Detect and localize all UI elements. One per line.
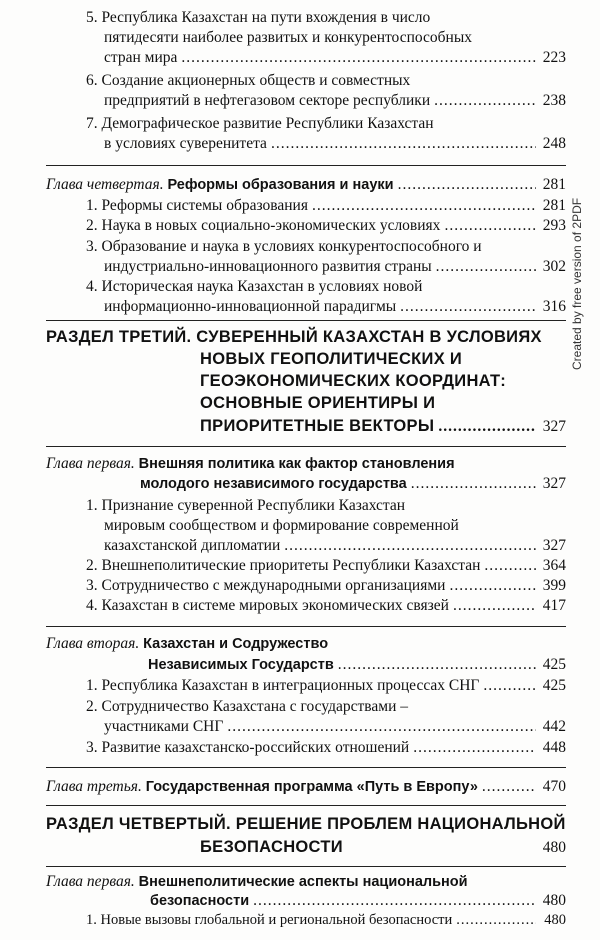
- divider: [46, 805, 566, 806]
- toc-item-5-line3: стран мира: [104, 49, 178, 66]
- chapter-title: Реформы образования и науки: [167, 177, 394, 193]
- chapter-title-line2: молодого независимого государства: [140, 476, 407, 492]
- s3-chapter-1-heading-line1[interactable]: [46, 454, 455, 474]
- item-text: 2. Внешнеполитические приоритеты Республики Казахстан: [86, 557, 481, 574]
- toc-item-6-line1: 6. Создание акционерных обществ и совместных: [86, 72, 411, 89]
- toc-item-6-line2: предприятий в нефтегазовом секторе республики: [104, 92, 431, 109]
- leader-dots: [400, 297, 536, 317]
- s4ch1-item-1[interactable]: [86, 910, 566, 930]
- page-ref: 425: [542, 677, 566, 694]
- leader-dots: [181, 48, 536, 68]
- page-ref: 327: [542, 475, 566, 492]
- s3ch2-item-3[interactable]: [86, 738, 566, 758]
- item-text: участниками СНГ: [104, 718, 224, 735]
- section-4-entry[interactable]: [200, 836, 566, 858]
- section-3-entry[interactable]: [200, 415, 566, 437]
- ch4-item-3[interactable]: [104, 257, 566, 277]
- leader-dots: [449, 576, 536, 596]
- section-3-title-line5: ПРИОРИТЕТНЫЕ ВЕКТОРЫ: [200, 417, 435, 435]
- divider: [46, 626, 566, 627]
- divider: [46, 320, 566, 321]
- s3ch2-item-2[interactable]: [104, 717, 566, 737]
- divider: [46, 165, 566, 166]
- toc-item-7-line2: в условиях суверенитета: [104, 135, 267, 152]
- s3ch1-item-2[interactable]: [86, 556, 566, 576]
- watermark-text: Created by free version of 2PDF: [570, 197, 584, 370]
- s4-chapter-1-heading[interactable]: [150, 891, 566, 911]
- page-ref: 281: [542, 197, 566, 214]
- ch4-item-4-line1: 4. Историческая наука Казахстан в условиях новой: [86, 278, 423, 295]
- leader-dots: [482, 777, 536, 797]
- s3-chapter-1-heading[interactable]: [140, 474, 566, 494]
- section-4-title-line1[interactable]: РАЗДЕЛ ЧЕТВЕРТЫЙ. РЕШЕНИЕ ПРОБЛЕМ НАЦИОНАЛЬНОЙ: [46, 815, 566, 833]
- page-ref: 417: [542, 597, 566, 614]
- leader-dots: [434, 91, 536, 111]
- s3ch1-item-4[interactable]: [86, 596, 566, 616]
- item-text: 2. Наука в новых социально-экономических условиях: [86, 217, 441, 234]
- s3ch1-item-3[interactable]: [86, 576, 566, 596]
- s3-chapter-3-heading[interactable]: [46, 777, 566, 797]
- page-ref: 238: [542, 92, 566, 109]
- leader-dots: [453, 596, 536, 616]
- page-ref: 316: [542, 298, 566, 315]
- chapter-label: Глава вторая.: [46, 635, 140, 652]
- ch4-item-1[interactable]: [86, 196, 566, 216]
- toc-item-5-line2: пятидесяти наиболее развитых и конкурентоспособных: [104, 29, 472, 46]
- ch4-item-3-line1: 3. Образование и наука в условиях конкурентоспособного и: [86, 238, 482, 255]
- leader-dots: [483, 676, 536, 696]
- item-text: 1. Республика Казахстан в интеграционных процессах СНГ: [86, 677, 480, 694]
- page-ref: 480: [544, 912, 566, 928]
- section-4-title-line2: БЕЗОПАСНОСТИ: [200, 838, 343, 856]
- item-text: 3. Сотрудничество с международными организациями: [86, 577, 446, 594]
- leader-dots: [484, 556, 536, 576]
- page-ref: 480: [542, 892, 566, 909]
- page-ref: 293: [542, 217, 566, 234]
- page-ref: 470: [542, 778, 566, 795]
- item-text: 4. Казахстан в системе мировых экономических связей: [86, 597, 449, 614]
- s4-chapter-1-heading-line1[interactable]: [46, 872, 468, 892]
- s3ch2-item-1[interactable]: [86, 676, 566, 696]
- leader-dots: [398, 175, 536, 195]
- toc-item-7-line1: 7. Демографическое развитие Республики Казахстан: [86, 115, 434, 132]
- leader-dots: [271, 134, 536, 154]
- ch4-item-2[interactable]: [86, 216, 566, 236]
- divider: [46, 767, 566, 768]
- page-ref: 448: [542, 739, 566, 756]
- chapter-title: Государственная программа «Путь в Европу»: [145, 779, 478, 795]
- chapter-title-line2: безопасности: [150, 893, 250, 909]
- s3-chapter-2-heading[interactable]: [148, 655, 566, 675]
- page-ref: 480: [542, 839, 566, 856]
- leader-dots: [436, 257, 536, 277]
- item-text: 3. Развитие казахстанско-российских отношений: [86, 739, 410, 756]
- chapter-title: Внешняя политика как фактор становления: [138, 456, 455, 472]
- section-3-title-line4: ОСНОВНЫЕ ОРИЕНТИРЫ И: [200, 394, 436, 412]
- chapter-label: Глава третья.: [46, 778, 142, 795]
- ch4-item-4[interactable]: [104, 297, 566, 317]
- chapter-title: Внешнеполитические аспекты национальной: [138, 874, 468, 890]
- chapter-4-heading[interactable]: [46, 175, 566, 195]
- item-text: информационно-инновационной парадигмы: [104, 298, 397, 315]
- leader-dots: [456, 910, 536, 930]
- leader-dots: [312, 196, 536, 216]
- toc-item-6-entry[interactable]: [104, 91, 566, 111]
- page-ref: 248: [542, 135, 566, 152]
- leader-dots: [413, 738, 536, 758]
- item-text: 1. Реформы системы образования: [86, 197, 308, 214]
- page-ref: 327: [542, 418, 566, 435]
- item-text: индустриально-инновационного развития страны: [104, 258, 432, 275]
- divider: [46, 866, 566, 867]
- item-text: казахстанской дипломатии: [104, 537, 281, 554]
- toc-item-5-line1: 5. Республика Казахстан на пути вхождения в число: [86, 9, 431, 26]
- leader-dots: [227, 717, 536, 737]
- page-ref: 327: [542, 537, 566, 554]
- s3ch1-item-1-line2: мировым сообществом и формирование современной: [104, 517, 459, 534]
- chapter-label: Глава четвертая.: [46, 176, 164, 193]
- page-ref: 281: [542, 176, 566, 193]
- leader-dots: [444, 216, 536, 236]
- leader-dots: [284, 536, 536, 556]
- chapter-title: Казахстан и Содружество: [143, 636, 329, 652]
- chapter-title-line2: Независимых Государств: [148, 657, 334, 673]
- page-ref: 302: [542, 258, 566, 275]
- leader-dots: [438, 417, 536, 437]
- leader-dots: [253, 891, 536, 911]
- toc-item-5-entry[interactable]: [104, 48, 566, 68]
- page-ref: 442: [542, 718, 566, 735]
- page-ref: 425: [542, 656, 566, 673]
- s3ch1-item-1[interactable]: [104, 536, 566, 556]
- page-ref: 399: [542, 577, 566, 594]
- leader-dots: [411, 474, 536, 494]
- section-3-title-line3: ГЕОЭКОНОМИЧЕСКИХ КООРДИНАТ:: [200, 372, 507, 390]
- item-text: 1. Новые вызовы глобальной и региональной безопасности: [86, 912, 453, 928]
- section-3-title-line1[interactable]: РАЗДЕЛ ТРЕТИЙ. СУВЕРЕННЫЙ КАЗАХСТАН В УСЛОВИЯХ: [46, 328, 542, 346]
- chapter-label: Глава первая.: [46, 873, 135, 890]
- chapter-label: Глава первая.: [46, 455, 135, 472]
- section-3-title-line2: НОВЫХ ГЕОПОЛИТИЧЕСКИХ И: [200, 350, 463, 368]
- divider: [46, 446, 566, 447]
- page-ref: 223: [542, 49, 566, 66]
- s3ch1-item-1-line1: 1. Признание суверенной Республики Казахстан: [86, 497, 406, 514]
- s3ch2-item-2-line1: 2. Сотрудничество Казахстана с государствами –: [86, 698, 408, 715]
- leader-dots: [338, 655, 536, 675]
- page-ref: 364: [542, 557, 566, 574]
- s3-chapter-2-heading-line1[interactable]: [46, 634, 328, 654]
- toc-item-7-entry[interactable]: [104, 134, 566, 154]
